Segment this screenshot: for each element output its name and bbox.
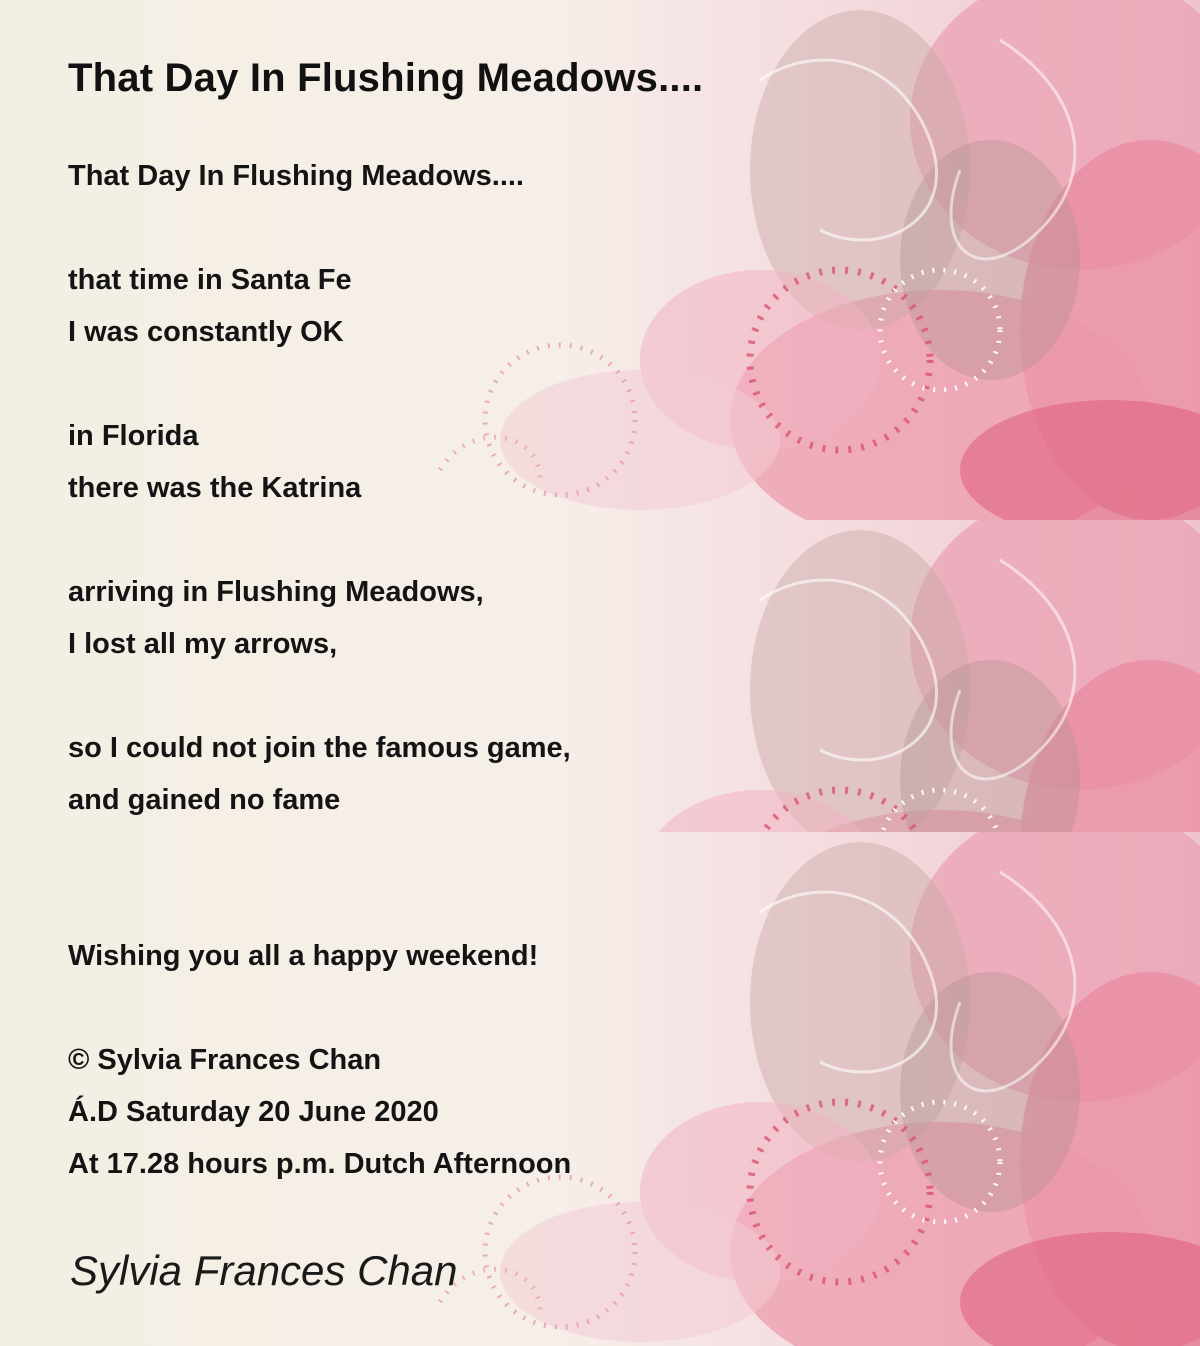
poem-line: in Florida	[68, 420, 199, 452]
poem-line	[68, 514, 828, 566]
poem-line	[68, 670, 828, 722]
poem-line: that time in Santa Fe	[68, 264, 352, 296]
poem-line	[68, 982, 828, 1034]
poem-line: arriving in Flushing Meadows,	[68, 576, 484, 608]
poem-line: Á.D Saturday 20 June 2020	[68, 1096, 439, 1128]
poem-line: Wishing you all a happy weekend!	[68, 940, 539, 972]
poem-line	[68, 202, 828, 254]
poem-line: I was constantly OK	[68, 316, 344, 348]
poem-line: so I could not join the famous game,	[68, 732, 571, 764]
poem-line	[68, 358, 828, 410]
poem-title: That Day In Flushing Meadows....	[68, 56, 704, 100]
poem-line: and gained no fame	[68, 784, 341, 816]
poem-line	[68, 878, 828, 930]
poem-line: I lost all my arrows,	[68, 628, 338, 660]
poem-line: At 17.28 hours p.m. Dutch Afternoon	[68, 1148, 572, 1180]
poem-line: That Day In Flushing Meadows....	[68, 160, 524, 192]
poem-line: there was the Katrina	[68, 472, 362, 504]
poem-body	[68, 150, 828, 1190]
author-signature: Sylvia Frances Chan	[70, 1247, 458, 1294]
poem-line: © Sylvia Frances Chan	[68, 1044, 382, 1076]
poem-line	[68, 826, 828, 878]
